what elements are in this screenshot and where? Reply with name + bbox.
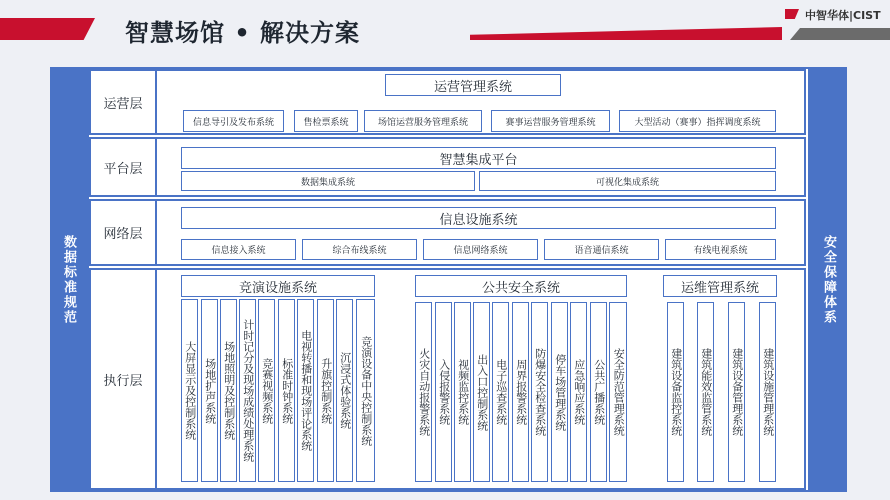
performance-item: 沉浸式体验系统 [336,299,353,482]
public-safety-item: 电子巡查系统 [492,302,509,482]
performance-item: 场地照明及控制系统 [220,299,237,482]
performance-item: 竞赛视频系统 [258,299,275,482]
page-title: 智慧场馆 • 解决方案 [125,19,361,47]
public-safety-item: 公共广播系统 [590,302,607,482]
data-standards-label: 数据标准规范 [61,234,76,325]
company-logo-icon [785,9,799,19]
platform-item: 可视化集成系统 [479,171,776,191]
header-accent-bar-left [0,18,95,40]
operations-item: 信息导引及发布系统 [183,110,284,132]
data-standards-sidebar [50,67,87,492]
platform-layer-label: 平台层 [91,139,157,195]
header-accent-bar-middle [470,27,782,40]
company-logo: 中智华体|CIST [805,9,881,22]
network-item: 综合布线系统 [302,239,417,260]
public-safety-item: 视频监控系统 [454,302,471,482]
header-accent-bar-right [790,28,890,40]
performance-item: 大屏显示及控制系统 [181,299,198,482]
platform-item: 数据集成系统 [181,171,475,191]
performance-item: 计时记分及现场成绩处理系统 [239,299,256,482]
maintenance-item: 建筑设施管理系统 [759,302,776,482]
network-item: 语音通信系统 [544,239,659,260]
operations-item: 赛事运营服务管理系统 [491,110,610,132]
operations-maintenance-system: 运维管理系统 [663,275,777,297]
performance-facility-system: 竞演设施系统 [181,275,375,297]
maintenance-item: 建筑能效监管系统 [697,302,714,482]
public-safety-item: 出入口控制系统 [473,302,490,482]
performance-item: 竞演设备中央控制系统 [356,299,375,482]
public-safety-item: 入侵报警系统 [435,302,452,482]
network-item: 有线电视系统 [665,239,776,260]
public-safety-system: 公共安全系统 [415,275,627,297]
network-layer [89,199,806,266]
public-safety-item: 防爆安全检查系统 [531,302,548,482]
performance-item: 电视转播和现场评论系统 [297,299,314,482]
operations-item: 场馆运营服务管理系统 [364,110,482,132]
operations-layer [89,69,806,135]
operations-management-system: 运营管理系统 [385,74,561,96]
information-facility-system: 信息设施系统 [181,207,776,229]
public-safety-item: 火灾自动报警系统 [415,302,432,482]
execution-layer [89,268,806,490]
public-safety-item: 周界报警系统 [512,302,529,482]
performance-item: 升旗控制系统 [317,299,334,482]
maintenance-item: 建筑设备管理系统 [728,302,745,482]
network-item: 信息接入系统 [181,239,296,260]
security-system-sidebar [810,67,847,492]
operations-layer-label: 运营层 [91,71,157,133]
network-layer-label: 网络层 [91,201,157,264]
operations-item: 大型活动（赛事）指挥调度系统 [619,110,776,132]
smart-integration-platform: 智慧集成平台 [181,147,776,169]
security-system-label: 安全保障体系 [821,234,836,325]
network-item: 信息网络系统 [423,239,538,260]
public-safety-item: 停车场管理系统 [551,302,568,482]
execution-layer-label: 执行层 [91,270,157,488]
platform-layer [89,137,806,197]
performance-item: 场地扩声系统 [201,299,218,482]
performance-item: 标准时钟系统 [278,299,295,482]
public-safety-item: 应急响应系统 [570,302,587,482]
maintenance-item: 建筑设备监控系统 [667,302,684,482]
public-safety-item: 安全防范管理系统 [609,302,627,482]
operations-item: 售检票系统 [294,110,358,132]
